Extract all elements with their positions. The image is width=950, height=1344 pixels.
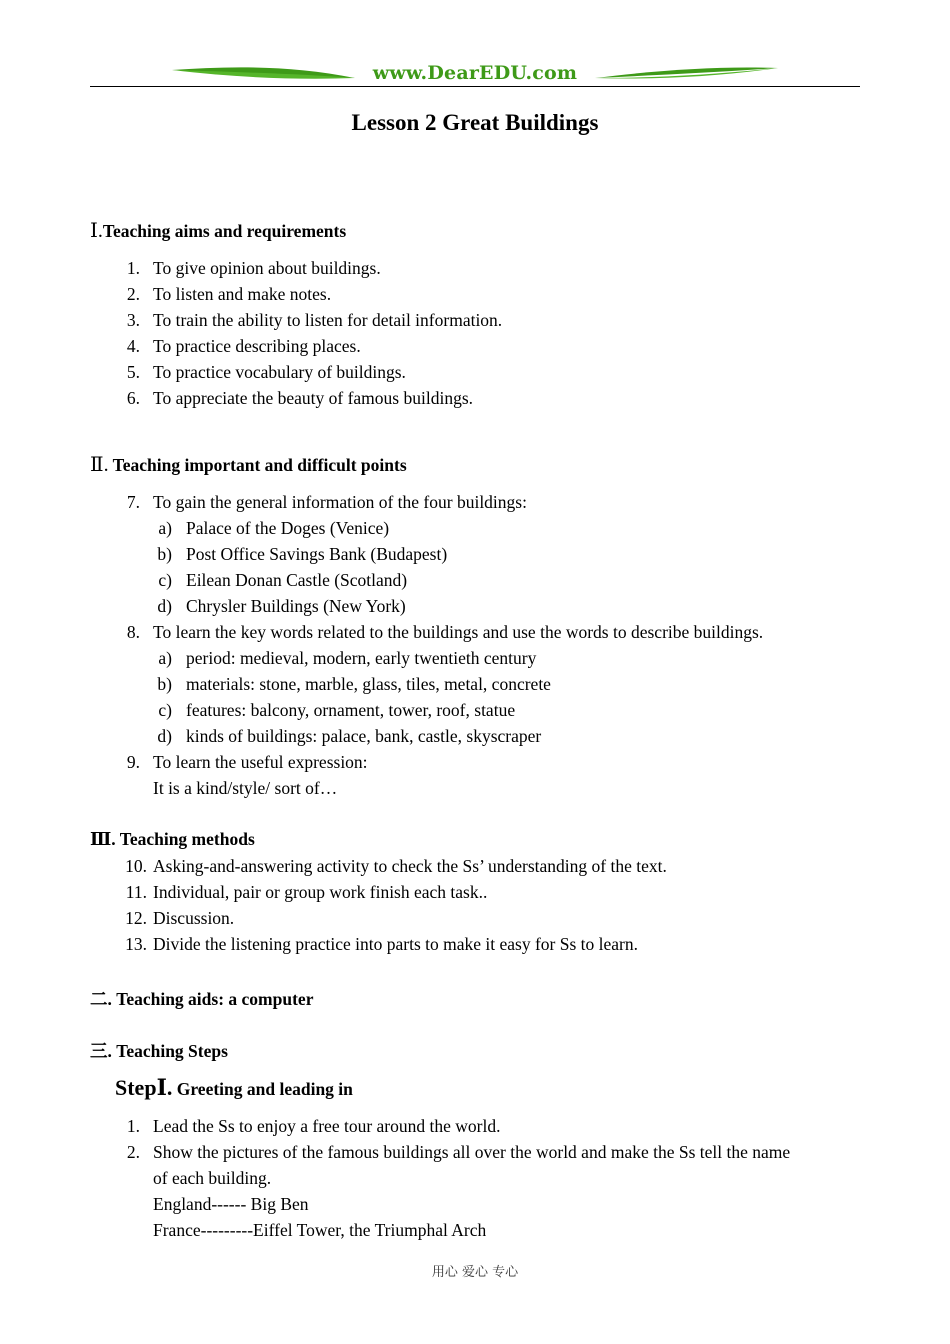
section-title: Teaching Steps (116, 1041, 228, 1061)
page-title: Lesson 2 Great Buildings (351, 110, 599, 135)
header-rule (90, 86, 860, 87)
page-footer: 用心 爱心 专心 (431, 1265, 519, 1280)
section-title: Teaching aims and requirements (102, 221, 347, 241)
section-marker: Ⅱ. (90, 454, 109, 476)
section-marker: Ⅰ. (90, 220, 103, 242)
step-title: Greeting and leading in (176, 1079, 353, 1099)
step-heading (115, 1075, 353, 1101)
section-heading-steps (90, 1038, 228, 1063)
section-heading-aids (90, 986, 313, 1011)
section-title: Teaching important and difficult points (112, 455, 407, 475)
section-marker: 二. (90, 989, 112, 1009)
section-heading-points (90, 452, 407, 477)
section-title: Teaching methods (119, 829, 255, 849)
section-heading-methods (90, 829, 255, 850)
section-title: Teaching aids: a computer (116, 989, 314, 1009)
section-marker: Ⅲ. (90, 829, 116, 849)
site-url-logo: www.DearEDU.com (372, 62, 578, 84)
step-label: Step (115, 1075, 157, 1100)
step-marker: Ⅰ. (156, 1075, 173, 1100)
section-marker: 三. (90, 1041, 112, 1061)
section-heading-aims (90, 218, 346, 243)
